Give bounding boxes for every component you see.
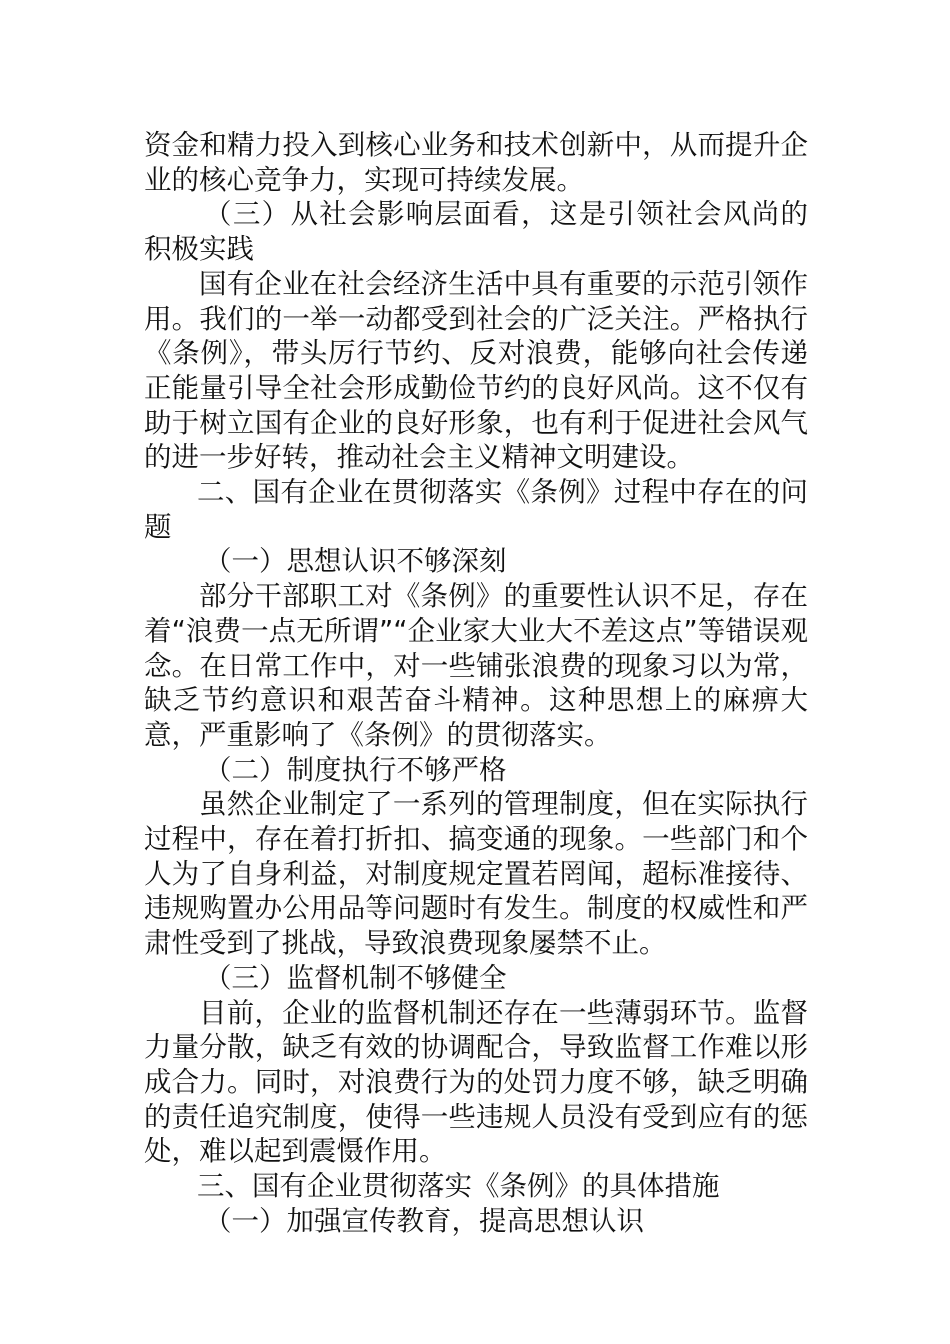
body-paragraph: 虽然企业制定了一系列的管理制度，但在实际执行过程中，存在着打折扣、搞变通的现象。一些部门和个人为了自身利益，对制度规定置若罔闻，超标准接待、违规购置办公用品等问题时有发生。制度的权威性和严肃性受到了挑战，导致浪费现象屡禁不止。 bbox=[144, 788, 808, 960]
section-heading-measures: 三、国有企业贯彻落实《条例》的具体措施 bbox=[197, 1170, 720, 1203]
document-body bbox=[144, 128, 808, 1239]
subheading-supervision: （三）监督机制不够健全 bbox=[204, 961, 507, 994]
body-paragraph: 部分干部职工对《条例》的重要性认识不足，存在着“浪费一点无所谓”“企业家大业大不差这点”等错误观念。在日常工作中，对一些铺张浪费的现象习以为常，缺乏节约意识和艰苦奋斗精神。这种思想上的麻痹大意，严重影响了《条例》的贯彻落实。 bbox=[144, 580, 808, 751]
subheading-thinking: （一）思想认识不够深刻 bbox=[204, 545, 507, 578]
body-paragraph: 国有企业在社会经济生活中具有重要的示范引领作用。我们的一举一动都受到社会的广泛关注。严格执行《条例》，带头厉行节约、反对浪费，能够向社会传递正能量引导全社会形成勤俭节约的良好风尚。这不仅有助于树立国有企业的良好形象，也有利于促进社会风气的进一步好转，推动社会主义精神文明建设。 bbox=[144, 267, 808, 474]
body-paragraph-continued: 资金和精力投入到核心业务和技术创新中，从而提升企业的核心竞争力，实现可持续发展。 bbox=[144, 129, 808, 196]
subheading-system-execution: （二）制度执行不够严格 bbox=[204, 753, 507, 786]
subheading-social-impact: （三）从社会影响层面看，这是引领社会风尚的积极实践 bbox=[144, 198, 808, 266]
body-paragraph: 目前，企业的监督机制还存在一些薄弱环节。监督力量分散，缺乏有效的协调配合，导致监督工作难以形成合力。同时，对浪费行为的处罚力度不够，缺乏明确的责任追究制度，使得一些违规人员没有受到应有的惩处，难以起到震慑作用。 bbox=[144, 996, 808, 1168]
section-heading-problems: 二、国有企业在贯彻落实《条例》过程中存在的问题 bbox=[144, 476, 808, 543]
subheading-publicity-education: （一）加强宣传教育，提高思想认识 bbox=[204, 1204, 644, 1237]
